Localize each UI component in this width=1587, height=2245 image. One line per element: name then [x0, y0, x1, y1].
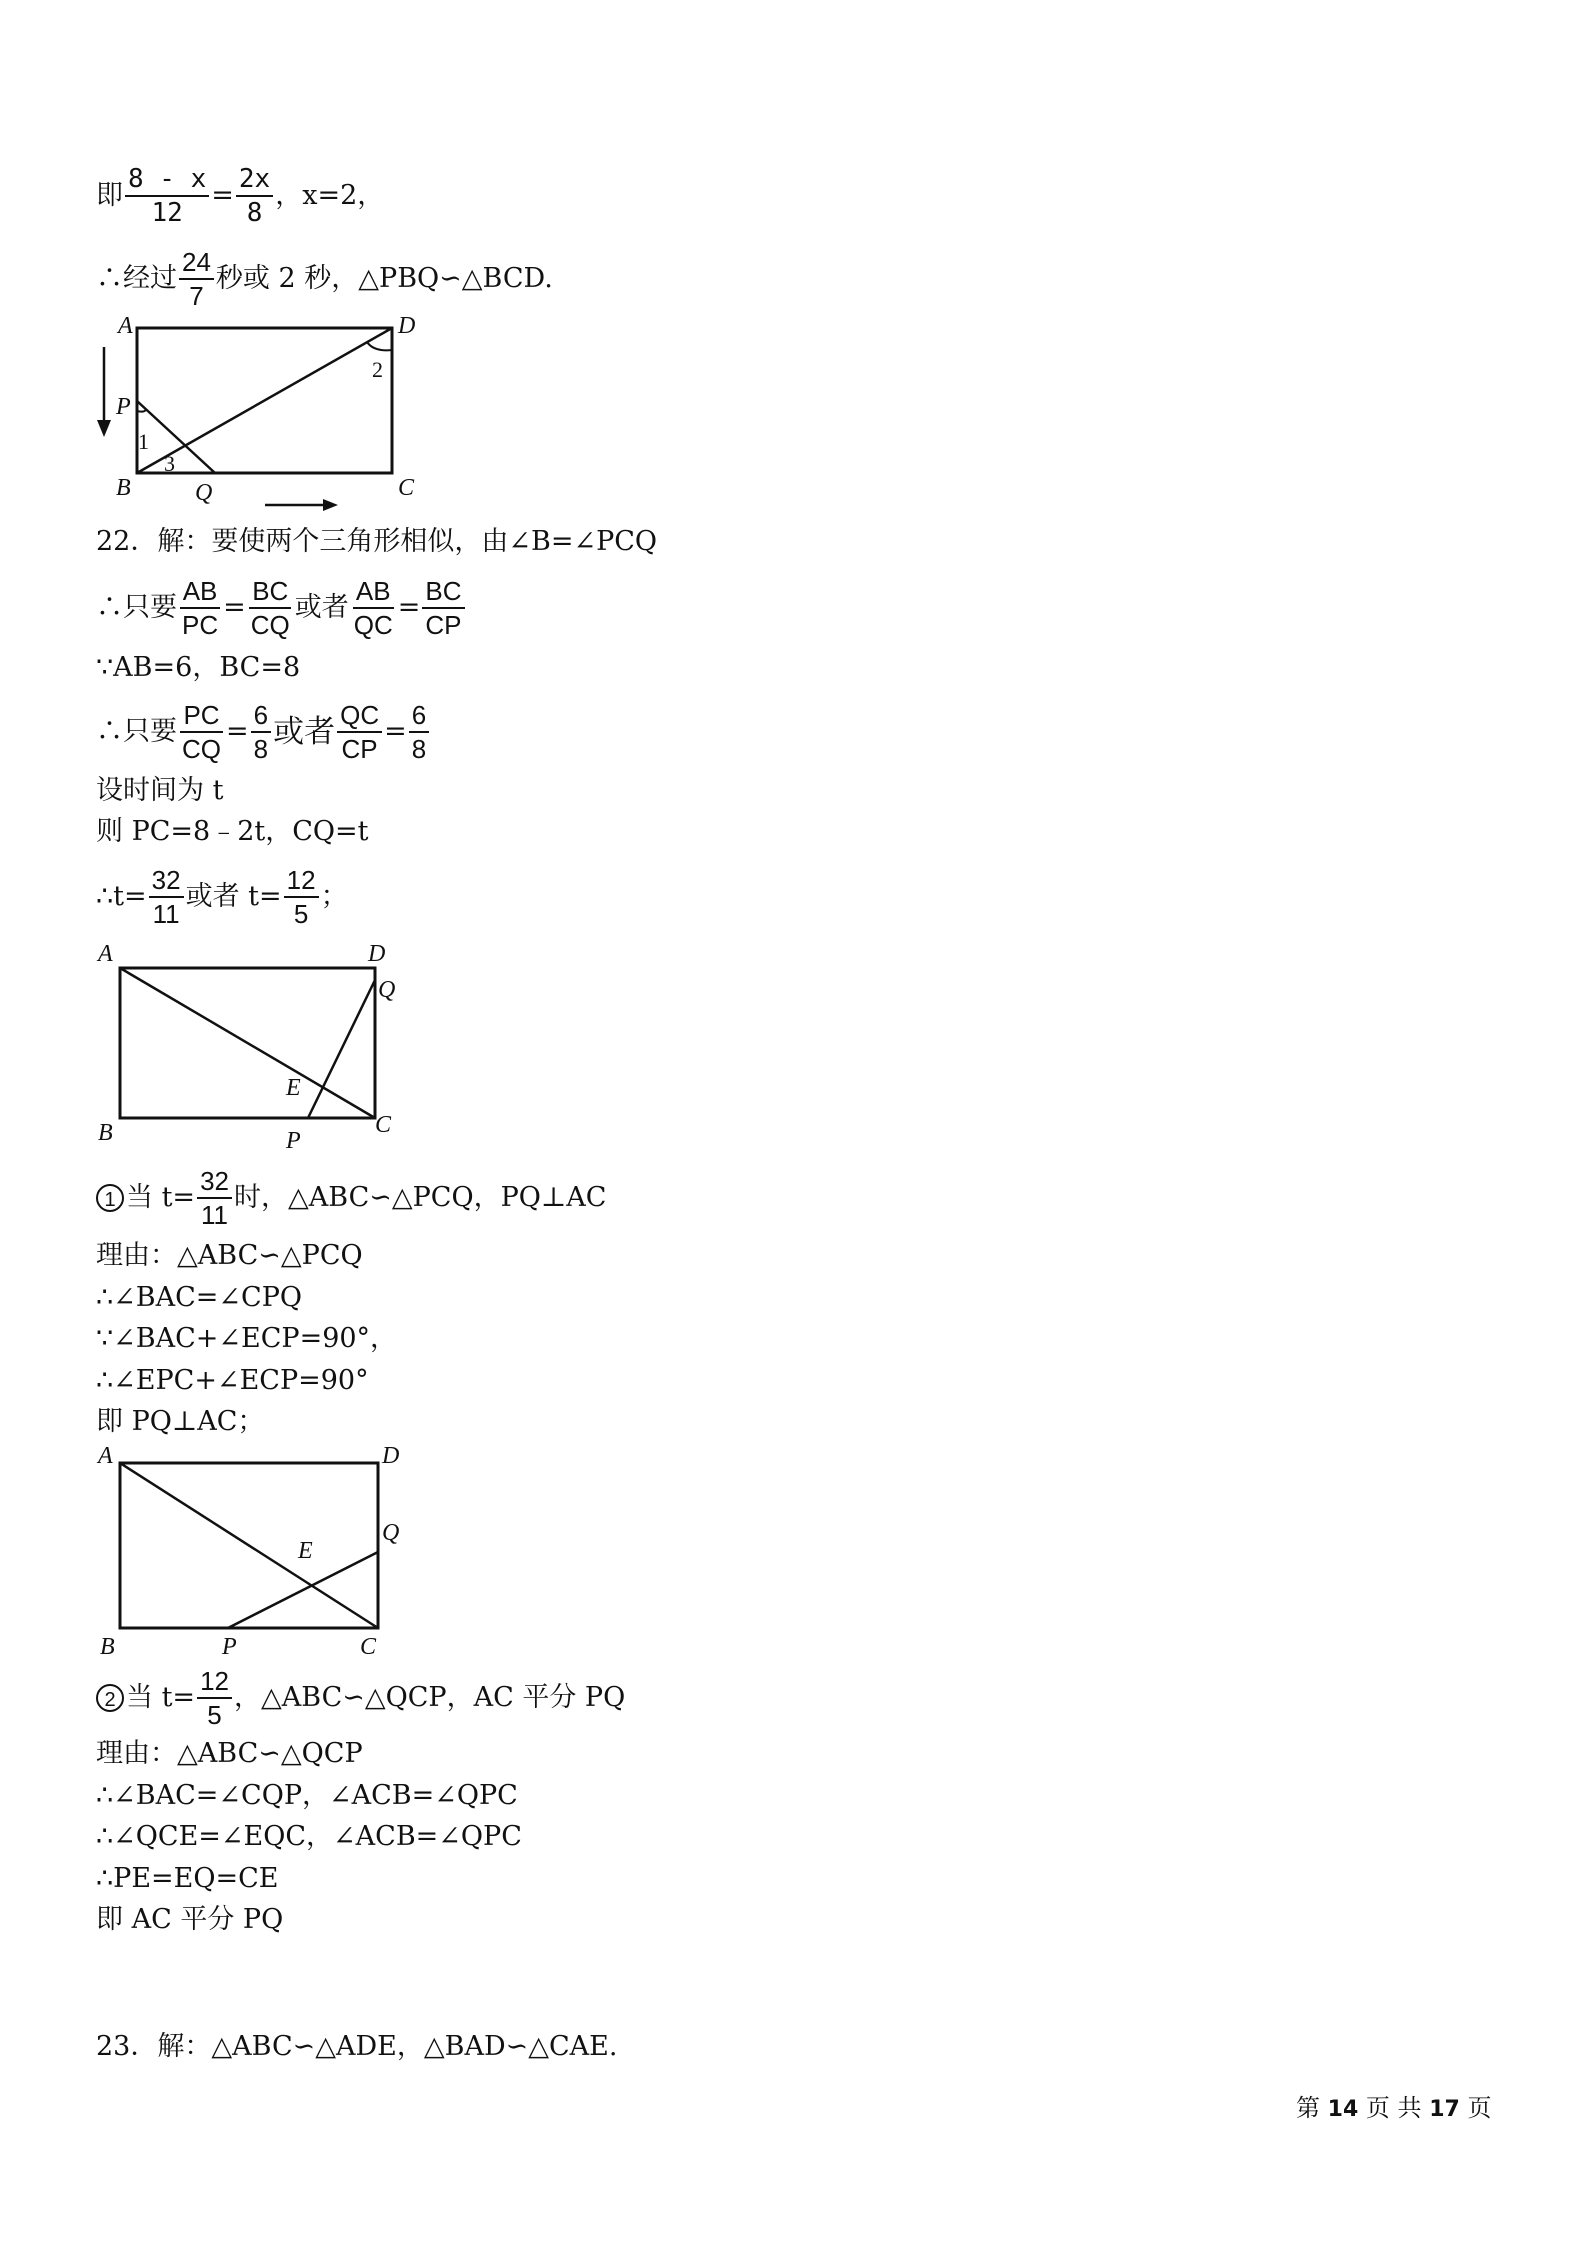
footer-text: 第 — [1296, 2094, 1320, 2122]
solution-line: ∵AB=6，BC=8 — [96, 652, 301, 683]
circled-number: 1 — [96, 1184, 124, 1212]
text: ∴经过 — [96, 263, 177, 294]
label-E: E — [298, 1538, 313, 1564]
equals-sign: = — [397, 592, 421, 623]
denominator: 8 — [246, 198, 263, 228]
equals-sign: = — [226, 716, 249, 747]
solution-line: 则 PC=8﹣2t，CQ=t — [96, 816, 369, 847]
solution-line: 22．解：要使两个三角形相似，由∠B=∠PCQ — [96, 526, 658, 557]
fraction — [337, 700, 382, 764]
label-D: D — [368, 941, 386, 967]
label-Q: Q — [195, 480, 213, 506]
numerator: 12 — [284, 865, 319, 898]
label-C: C — [398, 475, 415, 501]
text: ∴t= — [96, 881, 147, 912]
text: ； — [320, 881, 348, 912]
text: 秒或 2 秒，△PBQ∽△BCD. — [215, 263, 553, 294]
solution-line: 即 PQ⊥AC； — [96, 1406, 265, 1437]
solution-line: 理由：△ABC∽△PCQ — [96, 1240, 363, 1271]
solution-line — [96, 576, 467, 640]
label-E: E — [286, 1075, 301, 1101]
solution-line: 23．解：△ABC∽△ADE，△BAD∽△CAE. — [96, 2031, 618, 2062]
fraction — [284, 865, 319, 929]
solution-line: 理由：△ABC∽△QCP — [96, 1738, 363, 1769]
page-number: 14 — [1327, 2097, 1359, 2122]
solution-line: ∴∠BAC=∠CQP，∠ACB=∠QPC — [96, 1780, 518, 1811]
angle-label-2: 2 — [372, 357, 383, 382]
label-D: D — [382, 1443, 400, 1469]
solution-line: ∴∠EPC+∠ECP=90° — [96, 1365, 369, 1396]
total-pages: 17 — [1429, 2097, 1460, 2122]
denominator: CQ — [182, 734, 221, 764]
numerator: 12 — [197, 1666, 232, 1699]
denominator: 7 — [189, 281, 204, 311]
numerator: PC — [180, 700, 222, 733]
label-P: P — [286, 1128, 301, 1150]
label-A: A — [98, 941, 113, 967]
denominator: QC — [353, 610, 393, 640]
text: 或者 t= — [185, 881, 282, 912]
solution-line — [96, 1166, 606, 1230]
denominator: CQ — [250, 610, 290, 640]
numerator: AB — [353, 576, 394, 609]
numerator: 32 — [197, 1166, 232, 1199]
equals-sign: = — [211, 180, 234, 211]
circled-number: 2 — [96, 1684, 124, 1712]
numerator: BC — [249, 576, 291, 609]
solution-line — [96, 865, 348, 929]
fraction — [179, 247, 214, 311]
figure-rectangle-ac-bisects-pq — [90, 1440, 430, 1655]
numerator: 24 — [179, 247, 214, 280]
fraction — [179, 700, 224, 764]
solution-line: ∴PE=EQ=CE — [96, 1863, 279, 1894]
solution-line: ∵∠BAC+∠ECP=90°， — [96, 1323, 398, 1354]
fraction — [149, 865, 184, 929]
numerator: AB — [180, 576, 221, 609]
fraction — [179, 576, 221, 640]
label-B: B — [98, 1120, 113, 1146]
label-A: A — [98, 1443, 113, 1469]
solution-line: ∴∠BAC=∠CPQ — [96, 1282, 303, 1313]
denominator: CP — [425, 610, 462, 640]
numerator: 32 — [149, 865, 184, 898]
fraction — [125, 164, 209, 228]
fraction — [248, 576, 293, 640]
fraction — [236, 164, 273, 228]
text: 时，△ABC∽△PCQ，PQ⊥AC — [233, 1182, 607, 1213]
text: ∴只要 — [96, 592, 177, 623]
solution-line — [96, 164, 384, 228]
denominator: 12 — [151, 198, 183, 228]
label-B: B — [100, 1634, 115, 1655]
solution-line — [96, 1666, 625, 1730]
label-Q: Q — [378, 977, 396, 1003]
footer-text: 页 共 — [1365, 2094, 1422, 2122]
fraction — [197, 1166, 232, 1230]
denominator: 5 — [207, 1700, 222, 1730]
denominator: 11 — [201, 1200, 229, 1230]
equals-sign: = — [384, 716, 407, 747]
text: ，x=2， — [275, 180, 385, 211]
solution-line: 设时间为 t — [96, 775, 224, 806]
label-D: D — [398, 313, 416, 339]
page-footer — [1296, 2093, 1491, 2125]
angle-label-1: 1 — [138, 429, 149, 454]
denominator: CP — [341, 734, 378, 764]
label-B: B — [116, 475, 131, 501]
solution-line — [96, 700, 431, 764]
solution-line: ∴∠QCE=∠EQC，∠ACB=∠QPC — [96, 1821, 522, 1852]
fraction — [251, 700, 271, 764]
text: 或者 — [294, 592, 349, 623]
label-C: C — [360, 1634, 377, 1655]
label-P: P — [222, 1634, 237, 1655]
denominator: 11 — [152, 899, 180, 929]
figure-rectangle-pbq — [90, 305, 450, 520]
label-P: P — [116, 394, 131, 420]
numerator: BC — [422, 576, 464, 609]
numerator: 6 — [409, 700, 429, 733]
label-A: A — [118, 313, 133, 339]
solution-line — [96, 247, 553, 311]
label-C: C — [375, 1112, 392, 1138]
footer-text: 页 — [1467, 2094, 1492, 2122]
fraction — [409, 700, 429, 764]
numerator: QC — [337, 700, 382, 733]
equals-sign: = — [223, 592, 246, 623]
denominator: 8 — [253, 734, 269, 764]
solution-line: 即 AC 平分 PQ — [96, 1904, 284, 1935]
numerator: 6 — [251, 700, 271, 733]
text: 或者 — [273, 714, 336, 749]
denominator: 5 — [293, 899, 309, 929]
fraction — [197, 1666, 232, 1730]
label-Q: Q — [382, 1520, 400, 1546]
numerator: 2x — [236, 164, 273, 197]
text: ∴只要 — [96, 716, 177, 747]
fraction — [422, 576, 464, 640]
angle-label-3: 3 — [164, 451, 175, 476]
fraction — [351, 576, 396, 640]
denominator: PC — [182, 610, 219, 640]
text: 当 t= — [126, 1182, 196, 1213]
text: 即 — [96, 180, 123, 211]
figure-rectangle-pq-perpendicular — [90, 935, 430, 1150]
text: 当 t= — [126, 1682, 196, 1713]
numerator: 8 - x — [125, 164, 209, 197]
denominator: 8 — [411, 734, 427, 764]
text: ，△ABC∽△QCP，AC 平分 PQ — [233, 1682, 626, 1713]
